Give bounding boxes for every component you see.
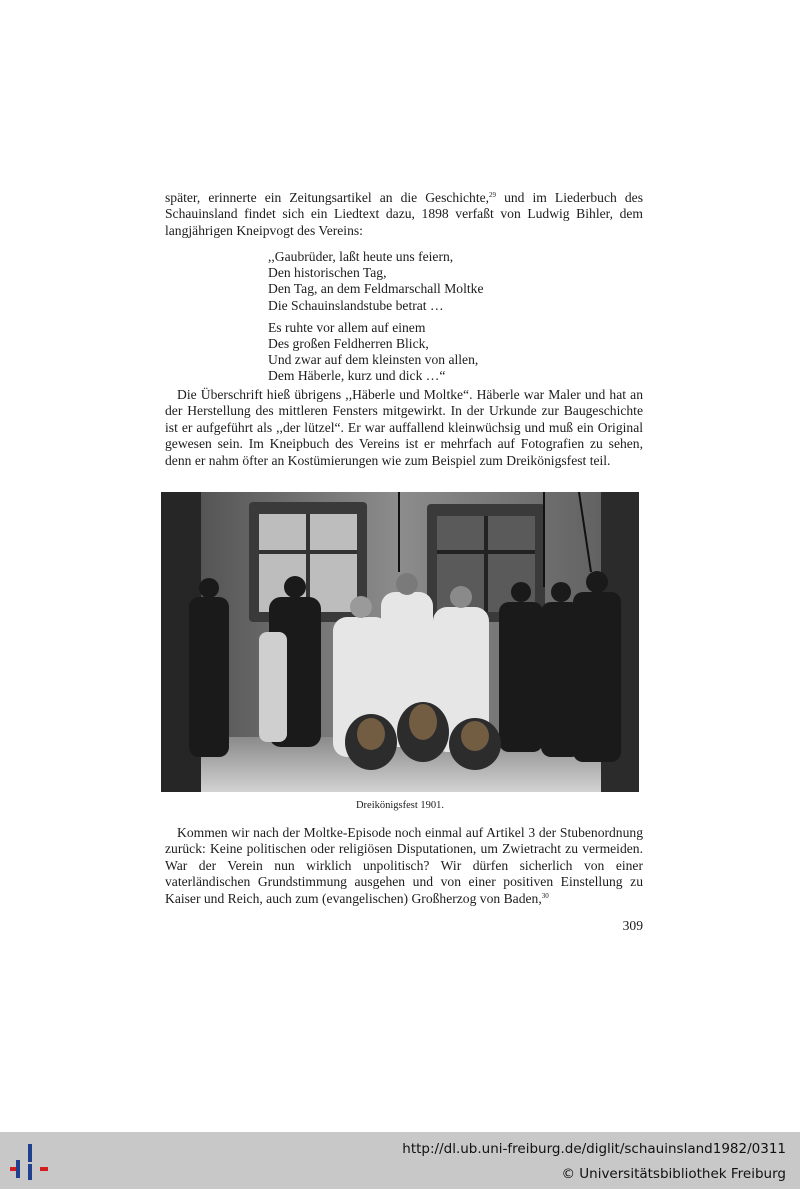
poem [268, 249, 608, 391]
library-footer [0, 1132, 800, 1189]
paragraph-intro-text-cont: und im Liederbuch des Schauinsland findet sich ein Liedtext dazu, 1898 verfaßt von Ludwig Bihler, dem langjährigen Kneipvogt des Vereins: [165, 190, 643, 238]
copyright-notice: © Universitätsbibliothek Freiburg [561, 1166, 786, 1182]
poem-line: Dem Häberle, kurz und dick …“ [268, 368, 446, 384]
poem-line: Und zwar auf dem kleinsten von allen, [268, 352, 479, 368]
poem-line: Es ruhte vor allem auf einem [268, 319, 426, 335]
ub-freiburg-logo-icon [10, 1140, 50, 1182]
paragraph-politics-text: Kommen wir nach der Moltke-Episode noch einmal auf Artikel 3 der Stubenordnung zurück: Keine politischen oder religiösen Disputationen, um Zwietracht zu vermeiden. War der Verein nun wirklich unpolitisch? Wir dürfen sicherlich von einer vaterländischen Grundstimmung ausgehen und von einer positiven Einstellung zu Kaiser und Reich, auch zum (evangelischen) Großherzog von Baden, [165, 825, 643, 906]
photo-caption: Dreikönigsfest 1901. [355, 800, 445, 811]
poem-stanza-1 [268, 249, 608, 314]
poem-line: ,,Gaubrüder, laßt heute uns feiern, [268, 249, 454, 264]
source-url-link[interactable]: http://dl.ub.uni-freiburg.de/diglit/schauinsland1982/0311 [402, 1141, 786, 1157]
footnote-ref-30[interactable]: 30 [541, 891, 549, 900]
photo-drawing [161, 492, 639, 792]
footnote-ref-29[interactable]: 29 [489, 191, 497, 199]
paragraph-haeberle-text: Die Überschrift hieß übrigens ,,Häberle und Moltke“. Häberle war Maler und hat an der Herstellung des mittleren Fensters mitgewirkt. In der Urkunde zur Baugeschichte ist er aufgeführt als ,,der lützel“. Er war auffallend kleinwüchsig und muß ein Original gewesen sein. Im Kneipbuch des Vereins ist er mehrfach auf Fotografien zu sehen, denn er nahm öfter an Kostümierungen wie zum Beispiel zum Dreikönigsfest teil. [165, 387, 643, 468]
poem-line: Die Schauinslandstube betrat … [268, 297, 444, 313]
poem-line: Den historischen Tag, [268, 265, 387, 281]
poem-line: Den Tag, an dem Feldmarschall Moltke [268, 281, 484, 297]
photo-dreikoenigsfest [161, 492, 639, 792]
paragraph-intro [165, 190, 643, 239]
poem-stanza-2 [268, 320, 608, 385]
paragraph-politics [165, 825, 643, 907]
poem-line: Des großen Feldherren Blick, [268, 336, 429, 352]
paragraph-haeberle [165, 387, 643, 469]
page-number: 309 [622, 918, 643, 933]
paragraph-intro-text: später, erinnerte ein Zeitungsartikel an die Geschichte, [165, 190, 490, 205]
